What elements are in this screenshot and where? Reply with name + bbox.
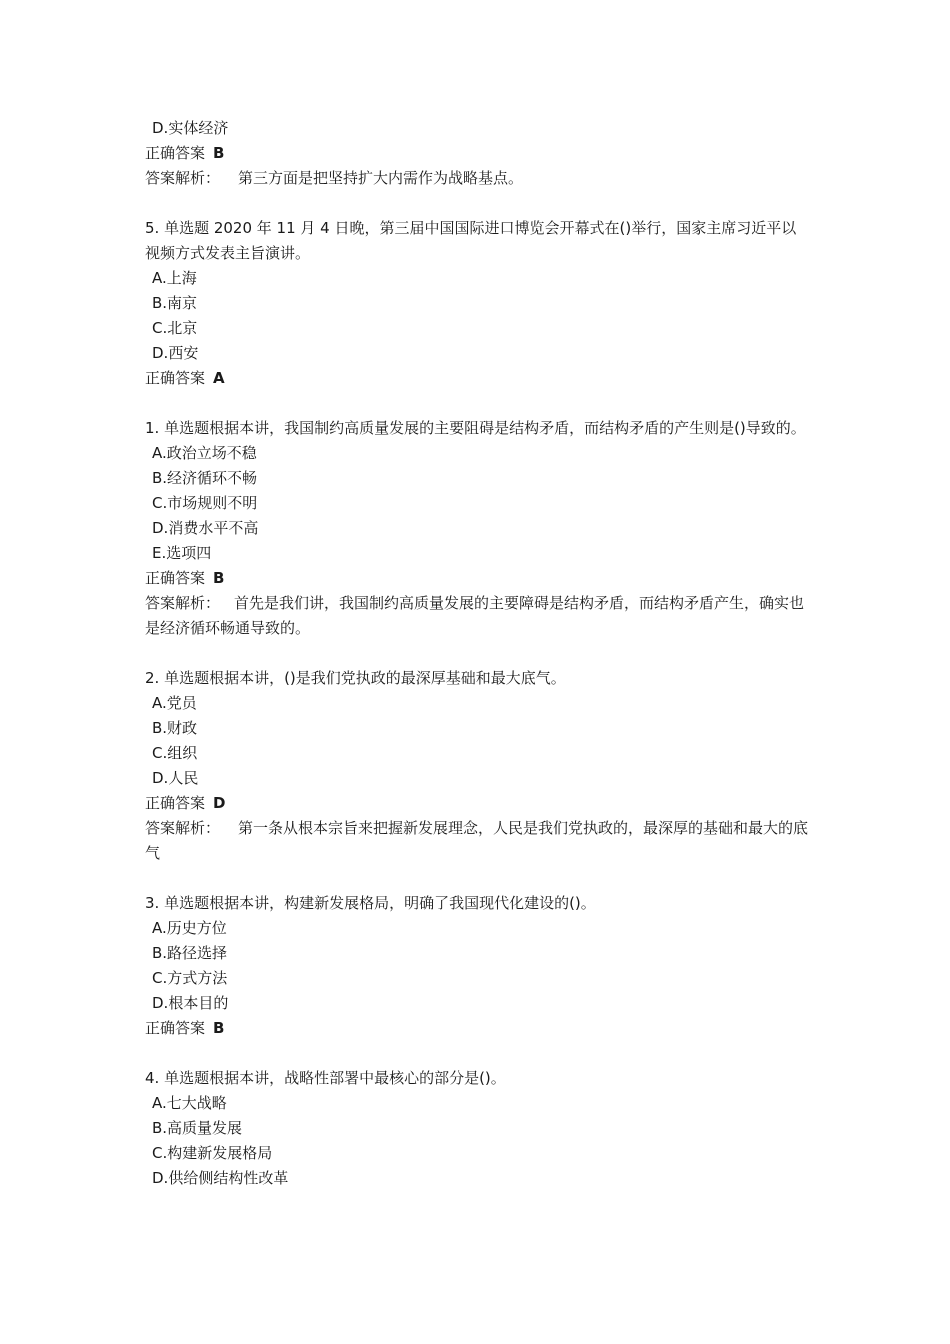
answer-value: A: [213, 369, 225, 387]
question-stem: 1. 单选题根据本讲，我国制约高质量发展的主要阻碍是结构矛盾，而结构矛盾的产生则是()导致的。: [145, 419, 806, 437]
option-e: E.选项四: [152, 544, 212, 562]
explanation-text: 第一条从根本宗旨来把握新发展理念，人民是我们党执政的，最深厚的基础和最大的底气: [145, 819, 809, 862]
answer-line: [145, 366, 810, 391]
option-b: B.财政: [152, 719, 198, 737]
option-a: A.政治立场不稳: [152, 444, 257, 462]
answer-line: [145, 566, 810, 591]
answer-line: [145, 1016, 810, 1041]
explanation-line: [145, 166, 810, 191]
answer-value: B: [213, 569, 225, 587]
answer-label: 正确答案: [145, 1019, 206, 1037]
explanation-label: 答案解析：: [145, 819, 221, 837]
option-c: C.北京: [152, 319, 198, 337]
option-c: C.市场规则不明: [152, 494, 258, 512]
option-a: A.历史方位: [152, 919, 227, 937]
question-block-3: [145, 891, 810, 1041]
option-d: D.西安: [152, 344, 199, 362]
answer-value: B: [213, 144, 225, 162]
explanation-label: 答案解析：: [145, 169, 221, 187]
question-stem: 4. 单选题根据本讲，战略性部署中最核心的部分是()。: [145, 1069, 506, 1087]
option-c: C.组织: [152, 744, 198, 762]
answer-label: 正确答案: [145, 569, 206, 587]
question-stem: 3. 单选题根据本讲，构建新发展格局，明确了我国现代化建设的()。: [145, 894, 596, 912]
option-c: C.构建新发展格局: [152, 1144, 273, 1162]
option-a: A.党员: [152, 694, 197, 712]
option-c: C.方式方法: [152, 969, 228, 987]
question-block-5: [145, 216, 810, 391]
option-d: D.实体经济: [152, 119, 229, 137]
question-stem: 5. 单选题 2020 年 11 月 4 日晚，第三届中国国际进口博览会开幕式在()举行，国家主席习近平以视频方式发表主旨演讲。: [145, 219, 797, 262]
document-page: [145, 116, 810, 1191]
option-b: B.高质量发展: [152, 1119, 243, 1137]
answer-label: 正确答案: [145, 794, 206, 812]
explanation-label: 答案解析：: [145, 594, 221, 612]
answer-line: [145, 141, 810, 166]
question-stem: 2. 单选题根据本讲，()是我们党执政的最深厚基础和最大底气。: [145, 669, 566, 687]
option-a: A.上海: [152, 269, 197, 287]
option-d: D.根本目的: [152, 994, 229, 1012]
option-b: B.路径选择: [152, 944, 228, 962]
question-block-prev: [145, 116, 810, 191]
option-d: D.人民: [152, 769, 199, 787]
option-b: B.南京: [152, 294, 198, 312]
explanation-line: [145, 816, 810, 866]
explanation-text: 第三方面是把坚持扩大内需作为战略基点。: [238, 169, 524, 187]
question-block-1: [145, 416, 810, 641]
explanation-line: [145, 591, 810, 641]
answer-value: D: [213, 794, 226, 812]
option-a: A.七大战略: [152, 1094, 227, 1112]
answer-label: 正确答案: [145, 369, 206, 387]
option-b: B.经济循环不畅: [152, 469, 258, 487]
explanation-text: 首先是我们讲，我国制约高质量发展的主要障碍是结构矛盾，而结构矛盾产生，确实也是经济循环畅通导致的。: [145, 594, 805, 637]
option-d: D.供给侧结构性改革: [152, 1169, 289, 1187]
answer-line: [145, 791, 810, 816]
question-block-2: [145, 666, 810, 866]
answer-value: B: [213, 1019, 225, 1037]
option-d: D.消费水平不高: [152, 519, 259, 537]
question-block-4: [145, 1066, 810, 1191]
answer-label: 正确答案: [145, 144, 206, 162]
